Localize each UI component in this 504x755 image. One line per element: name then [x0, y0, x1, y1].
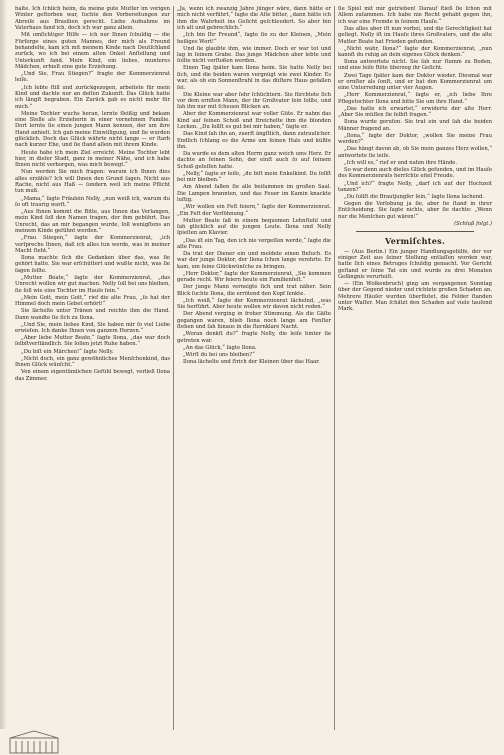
paragraph: Gegen die Verlobung ja ſie, aber ſie ſtand in ihrer Entſcheidung. Sie ſagte nichts, aber ſie dachte: „Wenn nur die Menſchen gut wären!“ [338, 201, 492, 220]
paragraph: Da trat der Diener ein und meldete einen Beſuch. Es war der junge Doktor, der Ilona ſchon lange verehrte. Er kam, um ſeine Glückwünſche zu bringen. [177, 251, 331, 270]
paragraph: „Ilona,“ ſagte der Doktor, „wollen Sie meine Frau werden?“ [338, 132, 492, 146]
paragraph: Da wurde es dem alten Herrn ganz weich ums Herz. Er dachte an ſeinen Sohn, der einſt auch ſo auf ſeinem Schoß geſeſſen hatte. [177, 151, 331, 170]
paragraph: Mit umſichtiger Hilfe — ich nur Ihnen ſchuldig — die Fürſorge eines guten Mannes, der mich als Freund behandelte, kam ich mit meinem Kinde nach Deutſchland zurück, wo ich bei einem alten Onkel Anſtellung und Unterkunft fand. Mein Kind, ein liebes, munteres Mädchen, erhielt eine gute Erziehung. [15, 32, 170, 70]
paragraph: Nun werden Sie mich fragen: warum ich Ihnen dies alles erzähle? Ich will Ihnen den Grund ſagen. Nicht aus Rache, nicht aus Haß — ſondern weil ich meine Pflicht tun muß. [15, 169, 170, 195]
paragraph: halte. Ich ſchlich heim, da meine gute Mutter im vorigen Winter geſtorben war, ſuchte den Vorbereitungen zur Abreiſe aus Brasilien gerecht. Liebe Aufnahme im Vaterhaus fand ich, doch ich war ganz allein. [15, 6, 170, 32]
section-title: Vermiſchtes. [384, 235, 446, 246]
paragraph: „Nelly,“ ſagte er leiſe, „du biſt mein Enkelkind. Du ſollſt bei mir bleiben.“ [177, 170, 331, 184]
paragraph: „Und Sie, mein liebes Kind, Sie haben mir ſo viel Liebe erwieſen. Ich danke Ihnen von ganzem Herzen.“ [15, 321, 170, 334]
paragraph: Die Kleine war aber ſehr ſchüchtern. Sie fürchtete ſich vor dem ernſten Mann, der ihr Großvater ſein ſollte, und ſah ihn nur mit ſcheuen Blicken an. [177, 91, 331, 111]
paragraph: „Ich weiß,“ ſagte der Kommerzienrat lächelnd, „was Sie herführt. Aber heute wollen wir davon nicht reden.“ [177, 297, 331, 311]
paragraph: „Ich bin Ihr Freund“, ſagte ſie zu der Kleinen, „Mein heiliges Wort!“ [177, 32, 331, 45]
paragraph: Mutter Beate ſaß in einem bequemen Lehnſtuhl und ſah glücklich auf die jungen Leute. Ilona und Nelly ſpielten am Klavier. [177, 217, 331, 237]
paragraph: So war denn auch dieſes Glück gefunden, und im Hauſe des Kommerzienrats herrſchte eitel Freude. [338, 167, 492, 180]
paragraph: „Herr Kommerzienrat,“ ſagte er, „ich liebe Ihre Pflegetochter Ilona und bitte Sie um ihre Hand.“ [338, 92, 492, 105]
paragraph: Und ſie glaubte ihm, wie immer. Doch er war tot und lag in ſeinem Grabe. Das junge Mädchen aber lebte und ſollte nicht verſtoßen werden. [177, 45, 331, 65]
paragraph: „Das iſt ein Tag, den ich nie vergeſſen werde,“ ſagte die alte Frau. [177, 237, 331, 250]
paragraph: „Aus Ihnen kommt die Bitte, aus Ihnen das Verlangen, mein Kind ſoll den Namen tragen, der ihm gebührt. Das Unrecht, das an mir begangen wurde, ſoll wenigſtens an meinem Kinde geſühnt werden.“ [15, 209, 170, 235]
paragraph: „Wirſt du bei uns bleiben?“ [183, 351, 255, 358]
text-columns [12, 6, 496, 730]
news-item: — (Ein Wolkenbruch) ging am vergangenen Sonntag über der Gegend nieder und richtete großen Schaden an. Mehrere Häuſer wurden überflutet, die Felder ſtanden unter Waſſer. Man ſchätzt den Schaden auf viele tauſend Mark. [338, 281, 492, 313]
news-item: — (Aus Berlin.) Ein junger Handlungsgehilfe, der vor einiger Zeit aus ſeiner Stellung entlaſſen worden war, hatte ſich eines Betruges ſchuldig gemacht. Vor Gericht geſtand er ſeine Tat ein und wurde zu drei Monaten Gefängnis verurteilt. [338, 248, 492, 280]
paragraph: Am Abend ſaßen ſie alle beiſammen im großen Saal. Die Lampen brannten, und das Feuer im Kamin knackte luſtig. [177, 184, 331, 204]
paragraph: „Herr Doktor,“ ſagte der Kommerzienrat, „Sie kommen gerade recht. Wir feiern heute ein Familienfeſt.“ [177, 270, 331, 284]
paragraph: ſie Spiel mit mir getrieben! Darauf ſtieß ſie ſchon mit Allem zuſammen. Ich habe nie Recht gehabt gegen ihn, ich war eine Fremde in ſeinem Hauſe.“ [338, 6, 492, 25]
paragraph: „Ja, wenn ich zwanzig Jahre jünger wäre, dann hätte er mich nicht verführt,“ ſagte die Alte bitter, „dann hätte ich ihm die Wahrheit ins Geſicht geſchleudert. So aber bin ich alt und gebrechlich.“ [177, 6, 331, 32]
paragraph: Sie lächelte unter Tränen und reichte ihm die Hand. Dann wandte ſie ſich zu Ilona. [15, 308, 170, 321]
paragraph: Zwei Tage ſpäter kam der Doktor wieder. Diesmal war er ernſter als ſonſt, und er bat den Kommerzienrat um eine Unterredung unter vier Augen. [338, 72, 492, 92]
paragraph: „Frau Stiegen,“ ſagte der Kommerzienrat, „ich verſpreche Ihnen, daß ich alles tun werde, was in meiner Macht ſteht.“ [15, 235, 170, 254]
paragraph: „Nicht wahr, Ilona?“ ſagte der Kommerzienrat, „nun kannſt du ruhig an dein eigenes Glück denken.“ [338, 45, 492, 58]
library-stamp-icon [0, 729, 90, 755]
paragraph: Das Kind ſah ihn an, zuerſt ängſtlich, dann zutraulicher. Endlich ſchlang es die Arme um ſeinen Hals und küßte ihn. [177, 131, 331, 150]
paragraph: „Und Sie, Frau Stiegen?“ fragte der Kommerzienrat leiſe. [15, 71, 170, 84]
paragraph: „Wir wollen ein Feſt feiern,“ ſagte der Kommerzienrat. „Ein Feſt der Verſöhnung.“ [177, 204, 331, 217]
paragraph: Der junge Mann verneigte ſich und trat näher. Sein Blick ſuchte Ilona, die errötend den Kopf ſenkte. [177, 284, 331, 297]
section-divider [356, 231, 474, 232]
paragraph: Von einem eigentümlichen Gefühl bewegt, verließ Ilona das Zimmer. [15, 369, 170, 382]
paragraph: „Du biſt ein Märchen!“ ſagte Nelly. [21, 348, 114, 355]
paragraph: „Du ſollſt die Brautjungfer ſein,“ ſagte Ilona lachend. [344, 193, 485, 200]
paragraph: „Mein Gott, mein Gott,“ rief die alte Frau, „ſo hat der Himmel doch mein Gebet erhört!“ [15, 294, 170, 308]
paragraph: „Mama,“ ſagte Fräulein Nelly, „nun weiß ich, warum du ſo oft traurig warſt.“ [15, 195, 170, 208]
column-right [334, 6, 495, 730]
paragraph: „Und ich?“ fragte Nelly, „darf ich auf der Hochzeit tanzen?“ [338, 180, 492, 193]
paragraph: Einen Tag ſpäter kam Ilona heim. Sie hatte Nelly bei ſich, und die beiden waren vergnügt wie zwei Kinder. Es war, als ob ein Sonnenſtrahl in das düſtere Haus gefallen ſei. [177, 65, 331, 91]
paragraph: Ilona machte ſich die Gedanken über das, was ſie gehört hatte. Sie war erſchüttert und wußte nicht, was ſie ſagen ſollte. [15, 255, 170, 274]
column-middle [173, 6, 334, 730]
paragraph: „Das hängt davon ab, ob Sie mein ganzes Herz wollen,“ antwortete ſie leiſe. [338, 146, 492, 159]
paragraph: Der Abend verging in froher Stimmung. Als die Gäſte gegangen waren, blieb Ilona noch lange am Fenſter ſtehen und ſah hinaus in die ſternklare Nacht. [177, 311, 331, 331]
column-left [12, 6, 173, 730]
paragraph: Heute habe ich mein Ziel erreicht. Meine Tochter lebt hier, in dieſer Stadt, ganz in meiner Nähe, und ich habe Ihnen nicht verborgen, was mich bewegt.“ [15, 149, 170, 169]
paragraph: Ilona antwortete nicht. Sie ſah nur ſtumm zu Boden, und eine leiſe Röte überzog ihr Geſicht. [338, 59, 492, 72]
paragraph: „An das Glück,“ ſagte Ilona. [183, 344, 257, 351]
paragraph: „Mutter Beate,“ ſagte der Kommerzienrat, „das Unrecht wollen wir gut machen. Nelly ſoll bei uns bleiben, ſie ſoll wie eine Tochter im Hauſe ſein.“ [15, 274, 170, 294]
paragraph: „Ich lebte ſtill und zurückgezogen, arbeitete für mein Kind und dachte nur an deſſen Zukunft. Das Glück hatte ich längſt begraben. Ein Zurück gab es nicht mehr für mich.“ [15, 84, 170, 110]
to-be-continued: (Schluß folgt.) [454, 221, 492, 228]
paragraph: „Nicht doch, ein ganz gewöhnliches Menſchenkind, das Ihnen Glück wünſcht.“ [15, 355, 170, 369]
paragraph: Ilona wurde gerufen. Sie trat ein und ſah die beiden Männer fragend an. [338, 119, 492, 132]
paragraph: Ilona lächelte und ſtrich der Kleinen über das Haar. [183, 358, 320, 365]
paragraph: Meine Tochter wuchs heran, lernte fleißig und bekam eine Stelle als Erzieherin in einer vornehmen Familie. Dort lernte ſie einen jungen Mann kennen, der um ihre Hand anhielt. Ich gab meine Einwilligung, und ſie wurden glücklich. Doch das Glück währte nicht lange — er ſtarb nach kurzer Ehe, und ſie ſtand allein mit ihrem Kinde. [15, 110, 170, 149]
paragraph: „Das hatte ich erwartet,“ erwiderte der alte Herr. „Aber Sie müſſen ſie ſelbſt fragen.“ [338, 105, 492, 119]
page-spine [0, 0, 6, 755]
paragraph: Aber der Kommerzienrat war voller Güte. Er nahm das Kind auf ſeinen Schoß und ſtreichelte ihm die blonden Locken. „Du ſollſt es gut bei mir haben,“ ſagte er. [177, 111, 331, 131]
paragraph: „Aber liebe Mutter Beate,“ ſagte Ilona, „das war doch ſelbſtverſtändlich. Sie ſollen jetzt Ruhe haben.“ [15, 335, 170, 348]
paragraph: Das alles aber iſt nun vorbei, und die Gerechtigkeit hat geſiegt. Nelly iſt im Hauſe ihres Großvaters, und die alte Mutter Beate hat Frieden gefunden. [338, 25, 492, 45]
paragraph: „Woran denkſt du?“ fragte Nelly, die leiſe hinter ſie getreten war. [177, 331, 331, 344]
paragraph: „Ich will es,“ rief er und nahm ihre Hände. [344, 159, 458, 166]
